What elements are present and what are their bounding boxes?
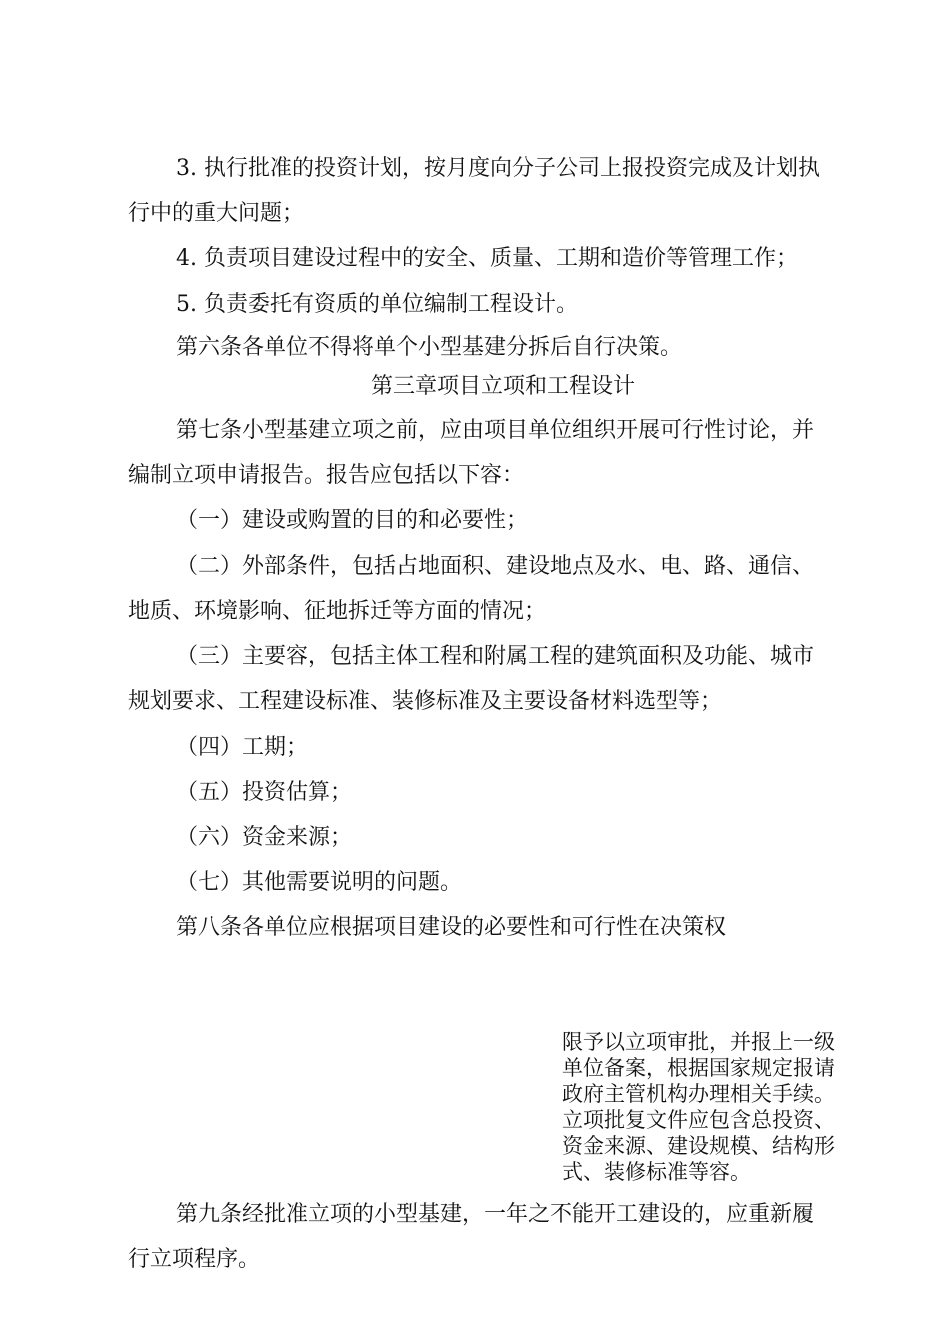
report-item-3 (128, 634, 878, 724)
item-3-line-2: 行中的重大问题； (128, 201, 305, 226)
article-9-line-2: 行立项程序。 (128, 1247, 261, 1272)
chapter-3-heading: 第三章项目立项和工程设计 (370, 374, 635, 399)
item-4-text: 4. 负责项目建设过程中的安全、质量、工期和造价等管理工作； (176, 246, 798, 271)
chapter-title (128, 364, 878, 409)
item-4-paragraph (128, 236, 878, 281)
article-7-paragraph (128, 408, 878, 498)
report-item-5 (128, 770, 878, 815)
report-item-7 (128, 860, 878, 905)
report-item-2-line-2: 地质、环境影响、征地拆迁等方面的情况； (128, 599, 547, 624)
article-6-text: 第六条各单位不得将单个小型基建分拆后自行决策。 (176, 335, 683, 360)
item-3-paragraph (128, 146, 878, 236)
report-item-2-line-1: （二）外部条件，包括占地面积、建设地点及水、电、路、通信、 (176, 554, 815, 579)
report-item-2 (128, 544, 878, 634)
article-8-cont-line-3: 政府主管机构办理相关手续。 (562, 1082, 835, 1106)
article-7-line-1: 第七条小型基建立项之前，应由项目单位组织开展可行性讨论，并 (176, 418, 815, 443)
report-item-7-text: （七）其他需要说明的问题。 (176, 870, 463, 895)
report-item-1 (128, 498, 878, 543)
article-8-cont-line-4: 立项批复文件应包含总投资、 (562, 1108, 835, 1132)
report-item-6 (128, 815, 878, 860)
article-9-paragraph (128, 1192, 878, 1282)
report-item-5-text: （五）投资估算； (176, 780, 353, 805)
item-5-paragraph (128, 282, 878, 327)
item-5-text: 5. 负责委托有资质的单位编制工程设计。 (176, 292, 578, 317)
report-item-1-text: （一）建设或购置的目的和必要性； (176, 508, 529, 533)
report-item-3-line-2: 规划要求、工程建设标准、装修标准及主要设备材料选型等； (128, 689, 723, 714)
report-item-4 (128, 725, 878, 770)
report-item-3-line-1: （三）主要容，包括主体工程和附属工程的建筑面积及功能、城市 (176, 644, 815, 669)
report-item-6-text: （六）资金来源； (176, 825, 353, 850)
article-8-cont-line-6: 式、装修标准等容。 (562, 1160, 751, 1184)
article-8-cont-line-5: 资金来源、建设规模、结构形 (562, 1134, 835, 1158)
article-8-continuation-block (562, 1029, 882, 1185)
article-9-line-1: 第九条经批准立项的小型基建，一年之不能开工建设的，应重新履 (176, 1202, 815, 1227)
report-item-4-text: （四）工期； (176, 735, 309, 760)
article-8-paragraph (128, 905, 878, 950)
article-8-text: 第八条各单位应根据项目建设的必要性和可行性在决策权 (176, 915, 727, 940)
article-8-cont-line-1: 限予以立项审批，并报上一级 (562, 1030, 835, 1054)
item-3-line-1: 3. 执行批准的投资计划，按月度向分子公司上报投资完成及计划执 (176, 156, 820, 181)
article-8-cont-line-2: 单位备案，根据国家规定报请 (562, 1056, 835, 1080)
article-7-line-2: 编制立项申请报告。报告应包括以下容： (128, 463, 525, 488)
